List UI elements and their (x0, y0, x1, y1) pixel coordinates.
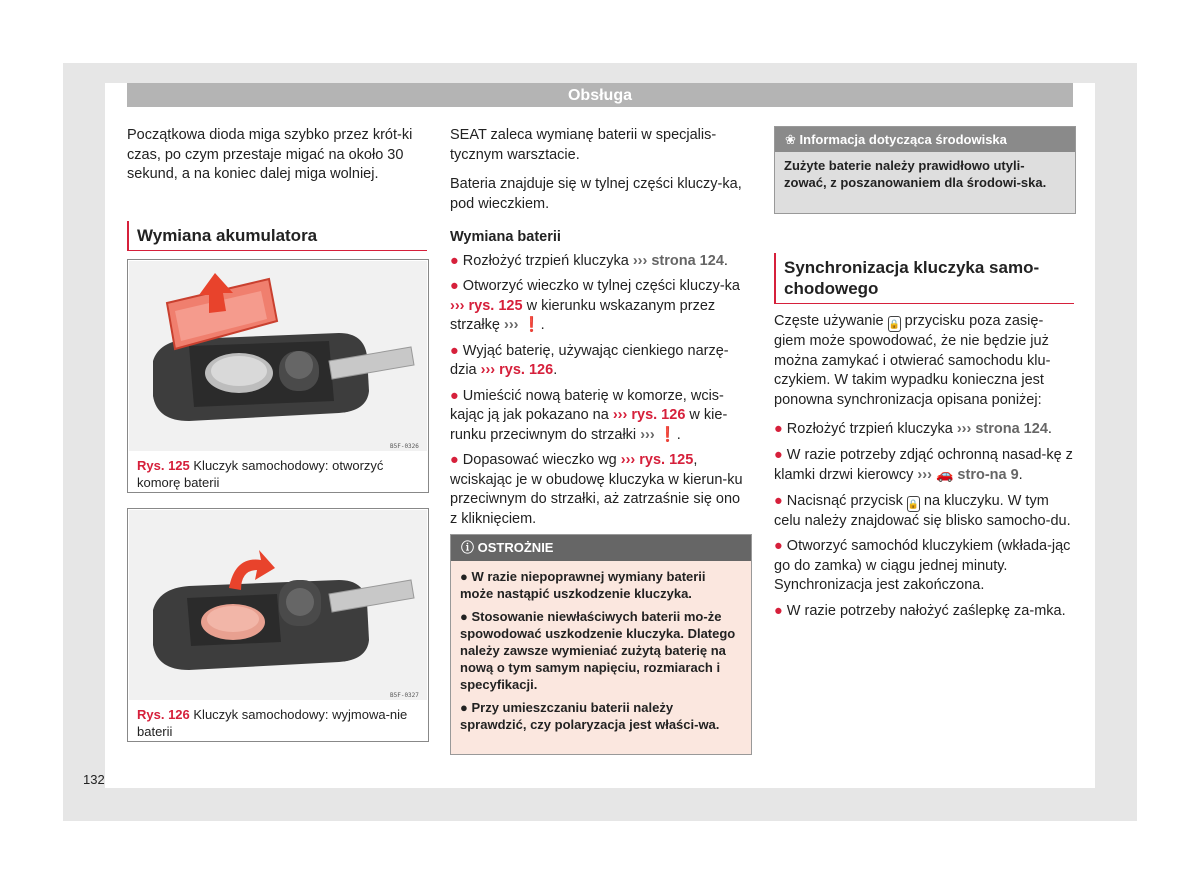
figure-125 (127, 259, 429, 493)
figure-125-code: B5F-0326 (390, 443, 419, 450)
section-title-battery: Wymiana akumulatora (127, 221, 427, 251)
ref-link[interactable]: stro-na 9 (957, 467, 1019, 483)
list-item: ● Umieścić nową baterię w komorze, wcis-kając ją jak pokazano na ››› rys. 126 w kie-runku przeciwnym do strzałki ››› ❗. (450, 387, 728, 443)
warning-item: ● Stosowanie niewłaściwych baterii mo-że spowodować uszkodzenie kluczyka. Dlatego należy zawsze wymieniać zużytą baterię na nową o tym samym napięciu, rozmiarach i specyfikacji. (460, 609, 736, 692)
section-sync (774, 253, 1074, 304)
figure-125-number: Rys. 125 (137, 458, 190, 473)
figure-125-image (129, 261, 427, 451)
lock-button-icon: 🔒 (888, 316, 901, 332)
list-item: ● W razie potrzeby nałożyć zaślepkę za-mka. (774, 602, 1066, 619)
door-handle-icon: 🚗 (935, 466, 954, 482)
warning-icon: ❗ (522, 317, 541, 333)
paragraph-sync-intro: Częste używanie 🔒 przycisku poza zasię-giem może spowodować, że nie będzie już można zamykać i otwierać samochodu klu-czykiem. W takim wypadku konieczna jest ponowna synchronizacja opisana poniżej: (774, 313, 1051, 408)
column-right (774, 312, 1074, 627)
figure-126-image (129, 510, 427, 700)
figure-125-caption-text: Kluczyk samochodowy: otworzyć komorę baterii (137, 458, 384, 490)
warning-icon: ❗ (658, 426, 677, 443)
warning-box (450, 534, 752, 755)
list-item: ● Otworzyć samochód kluczykiem (wkłada-jąc go do zamka) w ciągu jednej minuty. Synchronizacja jest zakończona. (774, 538, 1071, 593)
list-item: ● Dopasować wieczko wg ››› rys. 125, wciskając je w obudowę kluczyka w kierun-ku przeciwnym do strzałki, aż zatrzaśnie się ono z kliknięciem. (450, 452, 743, 527)
ref-link[interactable]: ››› rys. 126 (612, 407, 686, 423)
alert-circle-icon: ⓘ (461, 540, 475, 555)
warning-item: ● Przy umieszczaniu baterii należy sprawdzić, czy polaryzacja jest właści-wa. (460, 700, 720, 732)
intro-paragraph: Początkowa dioda miga szybko przez krót-ki czas, po czym przestaje migać na około 30 sekund, a na koniec dalej miga wolniej. (127, 127, 413, 182)
subtitle-replacement: Wymiana baterii (450, 229, 561, 245)
page-number: 132 (83, 772, 105, 787)
ref-link[interactable]: ››› strona 124 (956, 421, 1048, 437)
ref-link[interactable]: ››› strona 124 (632, 252, 724, 269)
figure-126-caption (137, 706, 422, 740)
section-battery (127, 221, 427, 251)
environment-box (774, 126, 1076, 214)
lock-button-icon: 🔒 (907, 496, 920, 512)
ref-link[interactable]: ››› rys. 126 (480, 362, 554, 378)
warning-item: ● W razie niepoprawnej wymiany baterii może nastąpić uszkodzenie kluczyka. (460, 569, 706, 601)
list-item: ● Rozłożyć trzpień kluczyka ››› strona 124. (774, 421, 1052, 437)
paragraph-location: Bateria znajduje się w tylnej części kluczy-ka, pod wieczkiem. (450, 176, 742, 212)
ref-link[interactable]: ››› rys. 125 (620, 452, 694, 468)
paragraph-workshop: SEAT zaleca wymianę baterii w specjalis-tycznym warsztacie. (450, 127, 717, 163)
figure-126-caption-text: Kluczyk samochodowy: wyjmowa-nie baterii (137, 707, 408, 739)
figure-125-caption (137, 457, 422, 491)
figure-126-number: Rys. 126 (137, 707, 190, 722)
figure-126 (127, 508, 429, 742)
column-middle (450, 126, 750, 535)
environment-body: Zużyte baterie należy prawidłowo utyli-zować, z poszanowaniem dla środowi-ska. (784, 158, 1047, 190)
column-left (127, 126, 427, 195)
list-item: ● W razie potrzeby zdjąć ochronną nasad-kę z klamki drzwi kierowcy ››› 🚗 stro-na 9. (774, 446, 1073, 483)
flower-icon: ❀ (785, 132, 796, 147)
figure-126-code: B5F-0327 (390, 692, 419, 699)
page-header: Obsługa (127, 83, 1073, 107)
list-item: ● Wyjąć baterię, używając cienkiego narzę-dzia ››› rys. 126. (450, 342, 729, 378)
list-item: ● Nacisnąć przycisk 🔒 na kluczyku. W tym celu należy znajdować się blisko samocho-du. (774, 492, 1071, 529)
key-open-lid-illustration (129, 261, 427, 451)
environment-header: ❀ Informacja dotycząca środowiska (775, 127, 1075, 152)
list-item: ● Rozłożyć trzpień kluczyka ››› strona 124. (450, 252, 728, 269)
section-title-sync: Synchronizacja kluczyka samo-chodowego (774, 253, 1074, 304)
list-item: ● Otworzyć wieczko w tylnej części kluczy-ka ››› rys. 125 w kierunku wskazanym przez strzałkę ››› ❗. (450, 278, 740, 333)
key-remove-battery-illustration (129, 510, 427, 700)
ref-link[interactable]: ››› rys. 125 (450, 297, 523, 314)
warning-header: ⓘ OSTROŻNIE (451, 535, 751, 561)
warning-body (451, 561, 751, 733)
